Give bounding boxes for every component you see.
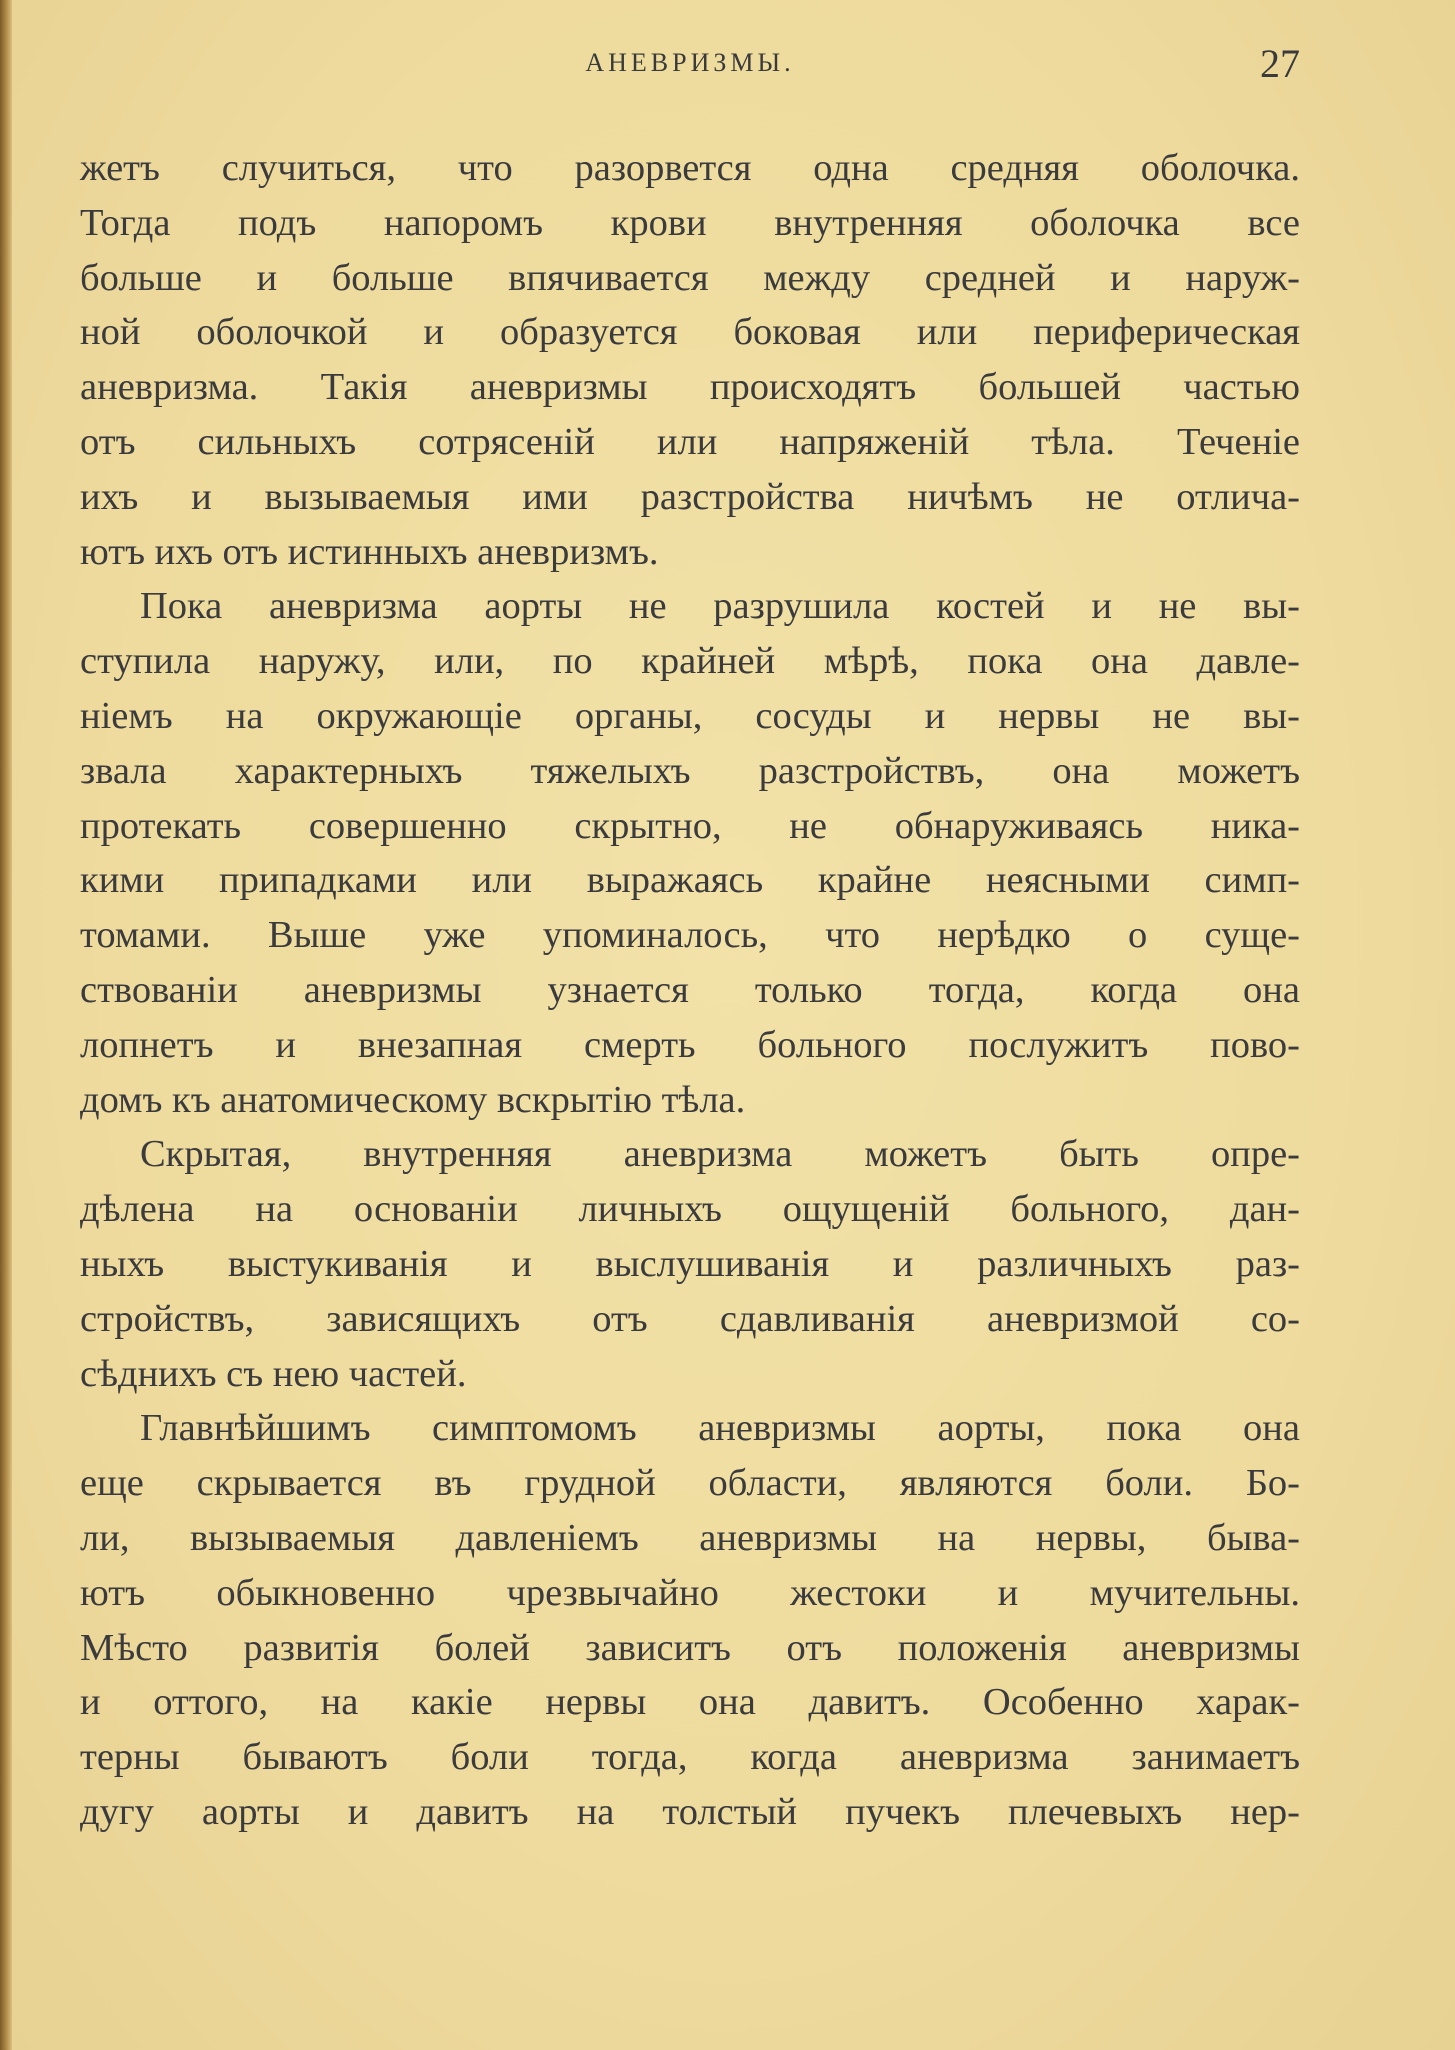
text-line: кими припадками или выражаясь крайне неясными симп- (80, 859, 1300, 902)
text-line: протекать совершенно скрытно, не обнаруживаясь ника- (80, 804, 1300, 847)
text-line: больше и больше впячивается между средней и наруж- (80, 256, 1300, 299)
text-line: и оттого, на какіе нервы она давитъ. Особенно харак- (80, 1681, 1300, 1724)
paragraph (80, 579, 1300, 1127)
text-line: дугу аорты и давитъ на толстый пучекъ плечевыхъ нер- (80, 1790, 1300, 1833)
page-number: 27 (1260, 41, 1300, 86)
text-line: терны бываютъ боли тогда, когда аневризма занимаетъ (80, 1736, 1300, 1779)
text-line: Главнѣйшимъ симптомомъ аневризмы аорты, пока она (140, 1407, 1300, 1450)
text-line: ступила наружу, или, по крайней мѣрѣ, пока она давле- (80, 640, 1300, 683)
text-line: Мѣсто развитія болей зависитъ отъ положенія аневризмы (80, 1626, 1300, 1669)
text-line: ніемъ на окружающіе органы, сосуды и нервы не вы- (80, 694, 1300, 737)
text-line: ныхъ выстукиванія и выслушиванія и различныхъ раз- (80, 1242, 1300, 1285)
text-line: Пока аневризма аорты не разрушила костей и не вы- (140, 585, 1300, 628)
text-line: ной оболочкой и образуется боковая или периферическая (80, 311, 1300, 354)
text-line: ютъ ихъ отъ истинныхъ аневризмъ. (80, 530, 659, 573)
text-line: дѣлена на основаніи личныхъ ощущеній больного, дан- (80, 1188, 1300, 1231)
text-line: лопнетъ и внезапная смерть больного послужитъ пово- (80, 1023, 1300, 1066)
text-line: ихъ и вызываемыя ими разстройства ничѣмъ не отлича- (80, 475, 1300, 518)
paragraph (80, 1401, 1300, 1839)
text-line: ствованіи аневризмы узнается только тогда, когда она (80, 968, 1300, 1011)
text-line: отъ сильныхъ сотрясеній или напряженій тѣла. Теченіе (80, 420, 1300, 463)
text-line: жетъ случиться, что разорвется одна средняя оболочка. (80, 147, 1300, 189)
text-line: ли, вызываемыя давленіемъ аневризмы на нервы, быва- (80, 1516, 1300, 1559)
text-line: ютъ обыкновенно чрезвычайно жестоки и мучительны. (80, 1571, 1300, 1614)
text-line: Тогда подъ напоромъ крови внутренняя оболочка все (80, 201, 1300, 244)
page-binding-edge (0, 0, 12, 2050)
body-text (80, 141, 1300, 1840)
text-line: домъ къ анатомическому вскрытію тѣла. (80, 1078, 746, 1121)
text-line: томами. Выше уже упоминалось, что нерѣдко о суще- (80, 914, 1300, 957)
text-line: сѣднихъ съ нею частей. (80, 1352, 467, 1395)
paragraph (80, 141, 1300, 579)
text-line: еще скрывается въ грудной области, являются боли. Бо- (80, 1462, 1300, 1505)
paragraph (80, 1127, 1300, 1401)
page-header (80, 40, 1300, 90)
text-line: аневризма. Такія аневризмы происходятъ большей частью (80, 366, 1300, 409)
text-line: стройствъ, зависящихъ отъ сдавливанія аневризмой со- (80, 1297, 1300, 1340)
text-line: Скрытая, внутренняя аневризма можетъ быть опре- (140, 1133, 1300, 1176)
running-title: АНЕВРИЗМЫ. (585, 48, 795, 77)
text-line: звала характерныхъ тяжелыхъ разстройствъ, она можетъ (80, 749, 1300, 792)
